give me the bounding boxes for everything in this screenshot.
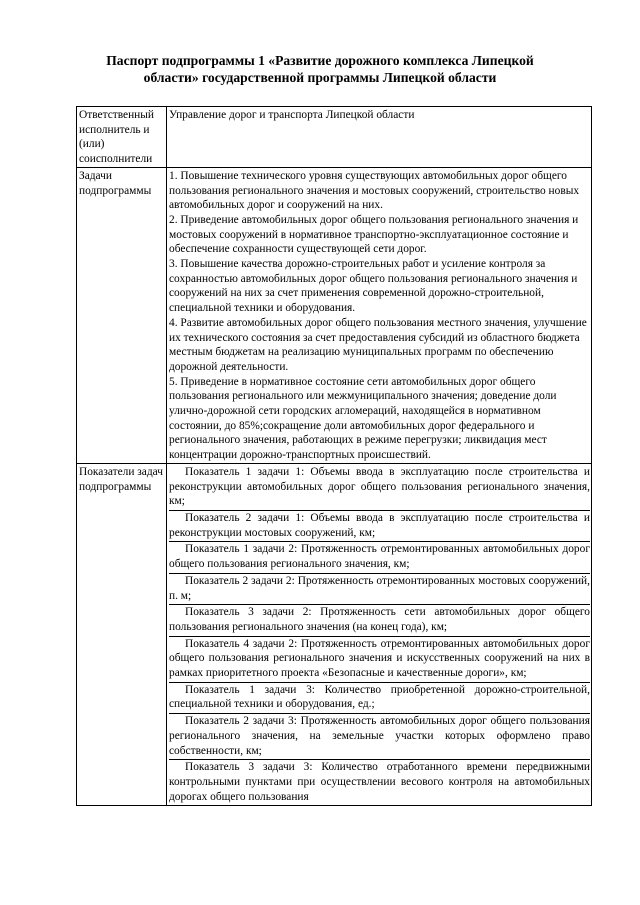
passport-table (76, 106, 592, 806)
indicator-item: Показатель 1 задачи 1: Объемы ввода в эксплуатацию после строительства и реконструкции автомобильных дорог общего пользования регионального значения, км; (169, 465, 590, 511)
title-line-1: Паспорт подпрограммы 1 «Развитие дорожного комплекса Липецкой (106, 53, 534, 68)
row-label-tasks: Задачи подпрограммы (77, 167, 167, 463)
row-value-executor: Управление дорог и транспорта Липецкой области (167, 107, 592, 168)
indicator-item: Показатель 1 задачи 3: Количество приобретенной дорожно-строительной, специальной техники и оборудования, ед.; (169, 683, 590, 714)
table-row-executor (77, 107, 592, 168)
task-item: 2. Приведение автомобильных дорог общего пользования регионального значения и мостовых сооружений в нормативное транспортно-эксплуатационное состояние и обеспечение сохранности существующей сети дорог. (169, 213, 579, 256)
indicator-item: Показатель 4 задачи 2: Протяженность отремонтированных автомобильных дорог общего пользования регионального значения и искусственных сооружений на них в рамках приоритетного проекта «Безопасные и качественные дороги», км; (169, 637, 590, 683)
table-row-indicators (77, 463, 592, 805)
task-item: 1. Повышение технического уровня существующих автомобильных дорог общего пользования регионального значения и мостовых сооружений, строительство новых автомобильных дорог и сооружений на них. (169, 169, 580, 212)
row-label-indicators: Показатели задач подпрограммы (77, 463, 167, 805)
table-row-tasks (77, 167, 592, 463)
row-value-indicators (167, 463, 592, 805)
indicator-item: Показатель 1 задачи 2: Протяженность отремонтированных автомобильных дорог общего пользования регионального значения, км; (169, 542, 590, 573)
task-item: 5. Приведение в нормативное состояние сети автомобильных дорог общего пользования регионального или межмуниципального значения; доведение доли улично-дорожной сети городских агломераций, находящейся в нормативном состоянии, до 85%;сокращение доли автомобильных дорог федерального и регионального значения, работающих в режиме перегрузки; ликвидация мест концентрации дорожно-транспортных происшествий. (169, 375, 557, 462)
task-item: 4. Развитие автомобильных дорог общего пользования местного значения, улучшение их технического состояния за счет предоставления субсидий из областного бюджета местным бюджетам на реализацию муниципальных программ по обеспечению дорожной деятельности. (169, 316, 587, 373)
row-label-executor: Ответственный исполнитель и (или) соисполнители (77, 107, 167, 168)
indicator-item: Показатель 3 задачи 2: Протяженность сети автомобильных дорог общего пользования регионального значения (на конец года), км; (169, 605, 590, 636)
indicator-item: Показатель 3 задачи 3: Количество отработанного времени передвижными контрольными пунктами при осуществлении весового контроля на автомобильных дорогах общего пользования (169, 761, 590, 803)
indicator-item: Показатель 2 задачи 3: Протяженность автомобильных дорог общего пользования регионального значения, на земельные участки которых оформлено право собственности, км; (169, 714, 590, 760)
task-item: 3. Повышение качества дорожно-строительных работ и усиление контроля за сохранностью автомобильных дорог общего пользования регионального значения и сооружений на них за счет применения современной дорожно-строительной, специальной техники и оборудования. (169, 258, 578, 315)
row-value-tasks (167, 167, 592, 463)
indicator-item: Показатель 2 задачи 1: Объемы ввода в эксплуатацию после строительства и реконструкции мостовых сооружений, км; (169, 511, 590, 542)
indicator-item: Показатель 2 задачи 2: Протяженность отремонтированных мостовых сооружений, п. м; (169, 574, 590, 605)
title-line-2: области» государственной программы Липецкой области (143, 70, 497, 85)
document-title (80, 52, 560, 86)
